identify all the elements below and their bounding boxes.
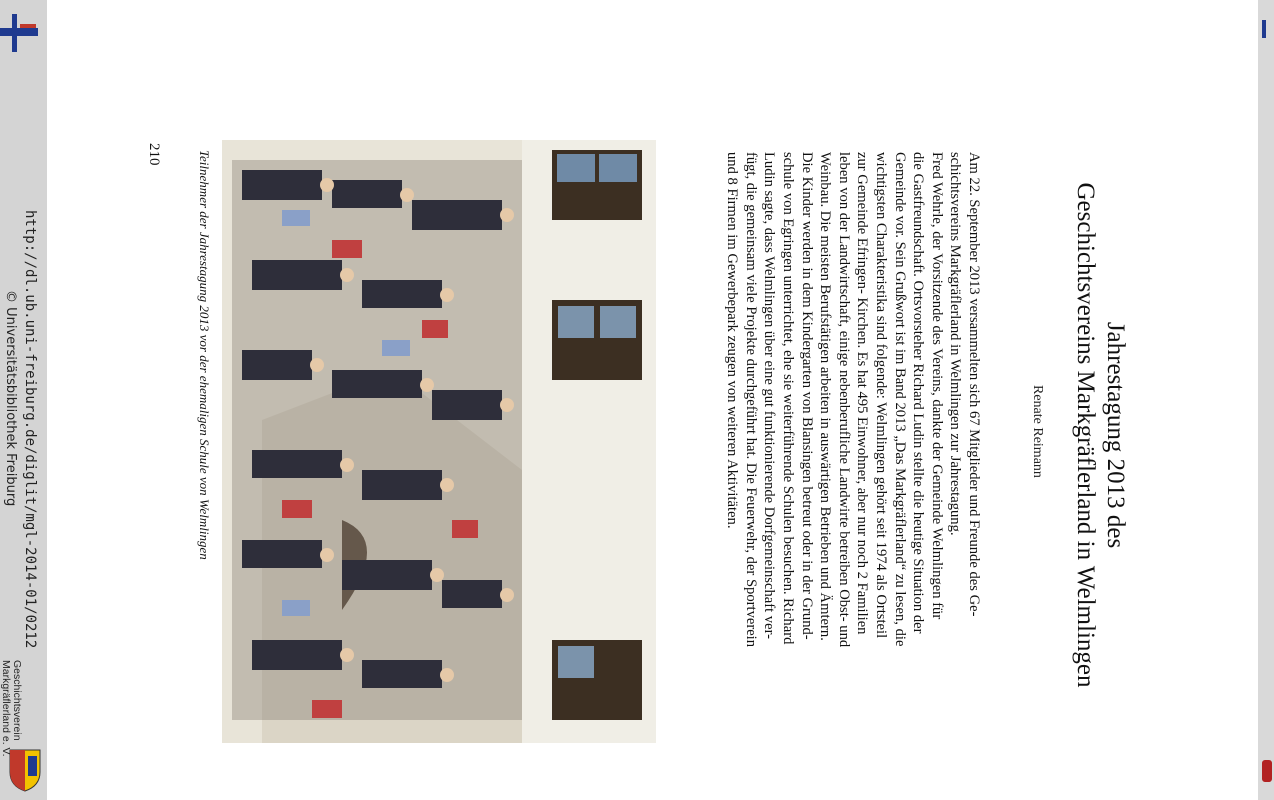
viewer-right-marker-icon: [1262, 20, 1266, 38]
title-line-1: Jahrestagung 2013 des: [1102, 321, 1129, 549]
viewer-right-marker-red-icon: [1262, 760, 1272, 782]
viewer-right-strip: [1258, 0, 1274, 800]
viewer-copyright: © Universitätsbibliothek Freiburg: [3, 290, 18, 507]
body-line: Die Kinder werden in dem Kindergarten von Blansingen betreut oder in der Grund-: [798, 152, 815, 640]
page-number: 210: [146, 143, 162, 166]
body-line: schichtsvereins Markgräflerland in Welmlingen zur Jahrestagung.: [947, 152, 964, 536]
viewer-flag-icon: [0, 14, 38, 52]
org-line-1: Geschichtsverein: [11, 660, 23, 741]
body-line: zur Gemeinde Efringen- Kirchen. Es hat 495 Einwohner, aber nur noch 2 Familien: [854, 152, 871, 635]
body-line: Weinbau. Die meisten Berufstätigen arbeiten in auswärtigen Betrieben und Ämtern.: [817, 152, 834, 641]
title-line-2: Geschichtsvereins Markgräflerland in Welmlingen: [1072, 182, 1099, 688]
body-line: Am 22. September 2013 versammelten sich 67 Mitglieder und Freunde des Ge-: [966, 152, 982, 617]
viewer-url[interactable]: http://dl.ub.uni-freiburg.de/diglit/mgl-2014-01/0212: [22, 210, 38, 649]
article-title: [1070, 180, 1130, 690]
article-body: [723, 152, 983, 647]
body-line: Ludin sagte, dass Welmlingen über eine gut funktionierende Dorfgemeinschaft ver-: [761, 152, 778, 640]
body-line: wichtigsten Charakteristika sind folgende: Welmlingen gehört seit 1974 als Ortsteil: [873, 152, 890, 639]
viewer-org-name: [0, 660, 22, 757]
body-line: Gemeinde vor. Sein Grußwort ist im Band 2013 „Das Markgräflerland“ zu lesen, die: [891, 152, 908, 647]
body-line: und 8 Firmen im Gewerbepark zeugen von weiteren Aktivitäten.: [724, 152, 741, 529]
body-line: fügt, die gemeinsam viele Projekte durchgeführt hat. Die Feuerwehr, der Sportverein: [742, 152, 759, 648]
group-photo: [222, 140, 656, 743]
photo-caption: Teilnehmer der Jahrestagung 2013 vor der ehemaligen Schule von Welmlingen: [197, 150, 212, 560]
body-line: die Gastfreundschaft. Ortsvorsteher Richard Ludin stellte die heutige Situation der: [910, 152, 927, 634]
body-line: leben von der Landwirtschaft, einige nebenberufliche Landwirte betreiben Obst- und: [835, 152, 852, 648]
org-line-2: Markgräflerland e. V.: [0, 660, 12, 757]
article-author: Renate Reimann: [1030, 385, 1045, 478]
body-line: Fred Wehrle, der Vorsitzende des Vereins, dankte der Gemeinde Welmlingen für: [928, 152, 945, 620]
body-line: schule von Egringen unterrichtet, ehe sie weiterführende Schulen besuchen. Richard: [780, 152, 797, 645]
